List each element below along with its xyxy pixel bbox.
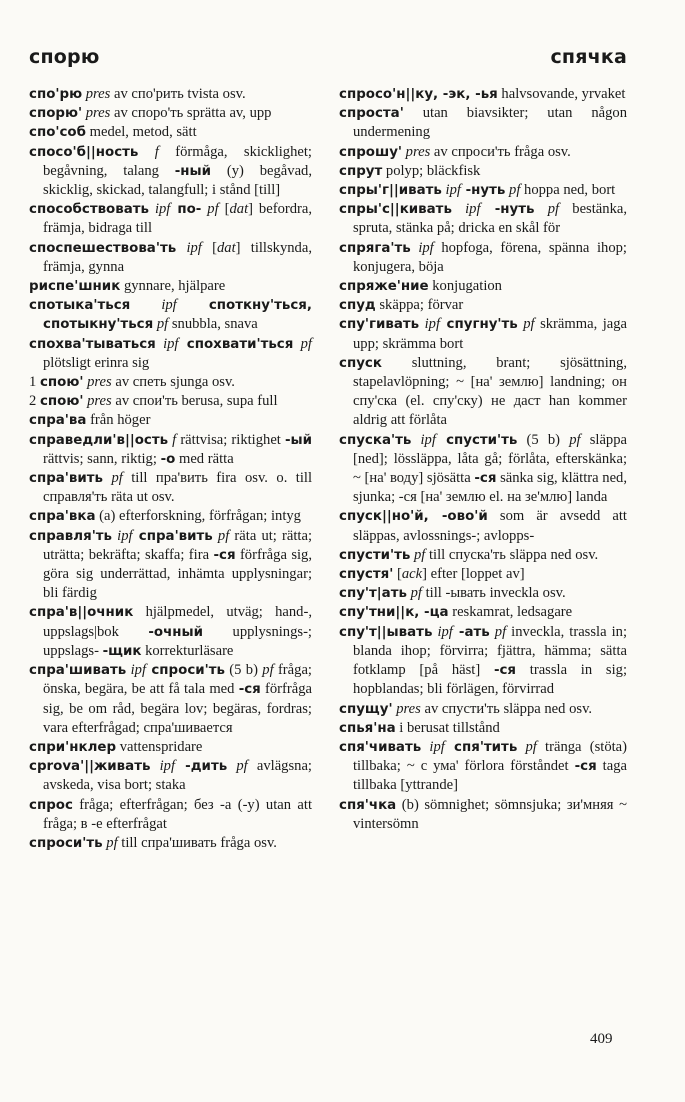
grammar-label: ipf (410, 239, 434, 256)
guide-word-right: спячка (550, 46, 627, 68)
definition-text: halvsovande, yrvaket (497, 86, 626, 102)
grammar-label: ipf (176, 239, 202, 256)
headword: справля'ть (29, 528, 113, 544)
grammar-label: ipf (149, 201, 171, 218)
definition-text: reskamrat, ledsagare (448, 604, 573, 621)
grammar-label: pf (517, 738, 537, 755)
page-number: 409 (590, 1031, 613, 1047)
headword: -щик (102, 643, 142, 659)
headword: спя'чка (339, 797, 397, 813)
grammar-label: ipf (130, 297, 177, 314)
headword: -ный (174, 163, 212, 179)
headword: -нуть (460, 183, 506, 199)
grammar-label: pf (534, 201, 560, 218)
definition-text: taga tillbaka [yttrande] (353, 758, 627, 794)
headword: споткну'ться, спотыкну'ться (43, 298, 312, 333)
grammar-label: ipf (421, 738, 445, 755)
dictionary-entry (339, 565, 627, 584)
headword: спрут (339, 163, 383, 179)
headword: спуск||но'й, -ово'й (339, 509, 488, 525)
dictionary-entry (339, 239, 627, 277)
headword: спою' (39, 375, 84, 391)
headword: спра'вка (29, 509, 96, 525)
dictionary-entry (29, 507, 312, 526)
definition-text: ] tillskynda, främja, gynna (43, 239, 312, 275)
grammar-label: pf (153, 316, 169, 333)
dictionary-entry (339, 354, 627, 431)
definition-text: gynnare, hjälpare (120, 278, 226, 295)
dictionary-entry (29, 431, 312, 469)
headword: спуд (339, 298, 376, 314)
dictionary-entry (339, 143, 627, 162)
dictionary-entry (29, 373, 312, 392)
guide-word-left: спорю (29, 46, 100, 68)
definition-text: till -ывать inveckla osv. (421, 585, 566, 602)
headword: споспешествова'ть (29, 240, 177, 256)
definition-text: hopfoga, förena, spänna ihop; konjugera, böja (353, 239, 627, 275)
definition-text: av спусти'ть släppa ned osv. (420, 700, 593, 717)
definition-text: sluttning, brant; sjösättning, stapelavlöpning; ~ [на' землю] landning; он спу'ска (el. спу'ску) не даст han kommer aldrig att förlåta (353, 354, 627, 429)
headword: спри'нклер (29, 739, 117, 755)
definition-text: upplysnings-; uppslags- (43, 623, 312, 659)
dictionary-entry (339, 507, 627, 545)
definition-text: med rätta (175, 450, 234, 467)
definition-text: medel, metod, sätt (85, 124, 197, 141)
dictionary-entry (29, 143, 312, 201)
headword: спусти'ть (339, 547, 411, 563)
grammar-label: pf (569, 431, 581, 448)
grammar-label: ack (401, 566, 423, 583)
grammar-label: pres (402, 143, 431, 160)
headword: по- (170, 202, 202, 218)
grammar-label: ipf (432, 623, 453, 640)
headword: спры'г||ивать (339, 183, 442, 199)
headword: -дить (175, 759, 228, 775)
definition-text: till спуска'ть släppa ned osv. (425, 546, 599, 563)
dictionary-entry (339, 700, 627, 719)
definition-text: snubbla, snava (168, 316, 258, 333)
headword: спусти'ть (435, 432, 518, 448)
definition-text: förfråga sig, göra sig underrättad, inhämta upplysningar; bli färdig (43, 546, 312, 602)
headword: спу'т||ывать (339, 624, 433, 640)
dictionary-entry (339, 796, 627, 834)
definition-text: (y) begåvad, skicklig, skickad, talangfull; i stånd [till] (43, 162, 312, 199)
headword: спою' (39, 394, 84, 410)
grammar-label: pf (212, 527, 230, 544)
grammar-label: pf (489, 623, 507, 640)
definition-text: inveckla, trassla in; blanda ihop; förvirra; fjättra, hämma; sätta fotklamp [på häst] (353, 623, 628, 679)
grammar-label: pf (410, 546, 426, 563)
grammar-label: pf (262, 662, 274, 679)
definition-text: (5 b) (224, 662, 263, 679)
headword: спу'т|ать (339, 586, 407, 602)
grammar-label: dat (216, 239, 236, 256)
headword: спра'вить (132, 528, 213, 544)
grammar-label: pres (392, 700, 421, 717)
headword: спохвати'ться (178, 336, 294, 352)
definition-text: (5 b) (517, 431, 570, 448)
definition-text: utan biavsikter; utan någon undermening (353, 105, 627, 141)
headword: спущу' (339, 701, 393, 717)
headword: спуск (339, 355, 382, 371)
definition-text: av споро'ть sprätta av, upp (110, 105, 272, 122)
dictionary-entry (29, 200, 312, 238)
definition-text: (a) efterforskning, förfrågan; intyg (95, 508, 301, 525)
headword: спры'с||кивать (339, 202, 452, 218)
dictionary-entry (29, 834, 312, 853)
dictionary-entry (29, 104, 312, 123)
dictionary-entry (29, 123, 312, 142)
dictionary-entry (339, 104, 627, 142)
definition-text: förmåga, skicklighet; begåvning, talang (43, 143, 312, 179)
headword: спряже'ние (339, 279, 429, 295)
dictionary-entry (29, 411, 312, 430)
definition-text: (b) sömnighet; sömnsjuka; зи'мняя ~ vintersömn (353, 796, 627, 832)
definition-text: bestänka, spruta, stänka på; dricka en skål för (353, 201, 627, 237)
dictionary-entry (29, 335, 312, 373)
right-column (339, 85, 627, 834)
dictionary-entry (29, 661, 312, 738)
headword: сprova'||живать (29, 759, 151, 775)
headword: спо'рю (29, 87, 83, 102)
definition-text: [ (393, 566, 402, 583)
dictionary-entry (29, 469, 312, 507)
definition-text: av спо'рить tvista osv. (110, 86, 246, 102)
headword: спу'тни||к, -ца (339, 605, 449, 621)
definition-text: fråga; efterfrågan; без -а (-у) utan att fråga; в -е efterfrågat (43, 796, 312, 832)
headword: спроси'ть (29, 835, 103, 851)
grammar-label: ipf (112, 527, 133, 544)
definition-text: som är avsedd att släppas, avlossnings-; avlopps- (353, 508, 627, 544)
headword: -ать (452, 624, 490, 640)
headword: -ся (574, 759, 597, 775)
headword: -о (160, 451, 176, 467)
definition-text: 2 (29, 393, 40, 410)
grammar-label: pres (82, 86, 111, 102)
headword: -ся (493, 663, 517, 679)
definition-text: till пра'вить fira osv. o. till справля'ть räta ut osv. (43, 470, 312, 506)
grammar-label: ipf (126, 662, 146, 679)
dictionary-entry (339, 719, 627, 738)
definition-text: [ (201, 239, 217, 256)
dictionary-entry (29, 85, 312, 104)
definition-text: av спои'ть berusa, supa full (111, 393, 278, 410)
headword: спорю' (29, 106, 83, 122)
definition-text: ] befordra, främja, bidraga till (43, 201, 313, 237)
definition-text: rättvis; sann, riktig; (43, 450, 161, 467)
grammar-label: ipf (419, 316, 441, 333)
grammar-label: pf (505, 182, 521, 199)
definition-text: hjälpmedel, utväg; hand-, uppslags|bok (43, 604, 312, 640)
grammar-label: ipf (441, 182, 461, 199)
headword: спра'ва (29, 413, 87, 429)
grammar-label: ipf (150, 758, 175, 775)
headword: -ся (238, 682, 261, 698)
grammar-label: ipf (411, 431, 436, 448)
headword: спроси'ть (146, 663, 225, 679)
grammar-label: pres (83, 393, 112, 410)
headword: спья'на (339, 720, 396, 736)
definition-text: tränga (stöta) tillbaka; ~ с ума' förlora förståndet (353, 738, 628, 775)
dictionary-entry (339, 162, 627, 181)
definition-text: plötsligt erinra sig (43, 354, 150, 371)
headword: спугну'ть (440, 317, 518, 333)
dictionary-entry (29, 277, 312, 296)
dictionary-entry (339, 277, 627, 296)
grammar-label: pf (227, 758, 248, 775)
headword: способствовать (29, 202, 149, 218)
headword: спроста' (339, 106, 404, 122)
definition-text: avlägsna; avskeda, visa bort; staka (43, 758, 312, 794)
definition-text: sänka sig, klättra ned, sjunka; -ся [на' землю el. на зе'млю] landa (353, 470, 627, 506)
dictionary-entry (339, 546, 627, 565)
headword: спрошу' (339, 144, 403, 160)
headword: спрос (29, 797, 73, 813)
headword: спо'соб (29, 125, 86, 141)
definition-text: förfråga sig, be om råd, begära lov; begäras, fordras; vara efterfrågad; спра'шивается (43, 681, 312, 736)
definition-text: korrekturläsare (141, 642, 234, 659)
dictionary-entry (339, 584, 627, 603)
headword: спохва'тываться (29, 336, 156, 352)
headword: спра'вить (29, 471, 103, 487)
definition-text: konjugation (428, 278, 502, 295)
headword: -нуть (480, 202, 535, 218)
definition-text: i berusat tillstånd (395, 719, 500, 736)
definition-text: räta ut; rätta; uträtta; bekräfta; skaffa; fira (43, 527, 312, 563)
headword: риспе'шник (29, 279, 121, 295)
definition-text: 1 (29, 374, 40, 391)
headword: спра'в||очник (29, 605, 134, 621)
dictionary-entry (29, 239, 312, 277)
dictionary-entry (339, 181, 627, 200)
left-column (29, 85, 312, 853)
definition-text: fråga; önska, begära, be att få tala med (43, 662, 312, 698)
dictionary-entry (339, 431, 627, 508)
definition-text: av спроси'ть fråga osv. (430, 143, 571, 160)
running-header (29, 46, 627, 74)
dictionary-entry (339, 200, 627, 238)
grammar-label: pres (82, 105, 111, 122)
dictionary-entry (339, 315, 627, 353)
dictionary-entry (339, 623, 627, 700)
definition-text: av спеть sjunga osv. (111, 374, 235, 391)
dictionary-entry (339, 296, 627, 315)
grammar-label: pf (406, 585, 422, 602)
headword: -ся (474, 471, 497, 487)
dictionary-entry (339, 738, 627, 796)
definition-text: skäppa; förvar (375, 297, 464, 314)
grammar-label: pf (293, 335, 312, 352)
grammar-label: f (168, 431, 177, 448)
dictionary-entry (29, 738, 312, 757)
definition-text: rättvisa; riktighet (176, 431, 285, 448)
dictionary-entry (29, 757, 312, 795)
definition-text: till спра'шивать fråga osv. (117, 834, 277, 851)
headword: спя'тить (444, 739, 518, 755)
grammar-label: pf (517, 316, 535, 333)
headword: спосо'б||ность (29, 144, 139, 160)
definition-text: ] efter [loppet av] (422, 566, 525, 583)
grammar-label: pres (83, 374, 112, 391)
definition-text: vattenspridare (116, 738, 203, 755)
headword: спросо'н||ку, -эк, -ья (339, 87, 498, 102)
headword: -ся (213, 547, 236, 563)
headword: справедли'в||ость (29, 432, 169, 448)
dictionary-entry (29, 392, 312, 411)
headword: спра'шивать (29, 663, 127, 679)
headword: -ый (284, 432, 312, 448)
grammar-label: pf (103, 470, 123, 487)
definition-text: släppa [ned]; lössläppa, låta gå; förlåta, efterskänka; ~ [на' воду] sjösätta (353, 431, 627, 487)
definition-text: polyp; bläckfisk (382, 162, 481, 179)
dictionary-entry (29, 796, 312, 834)
dictionary-entry (339, 603, 627, 622)
headword: спустя' (339, 567, 394, 583)
definition-text: hoppa ned, bort (520, 182, 616, 199)
grammar-label: pf (201, 201, 219, 218)
definition-text: från höger (86, 412, 151, 429)
grammar-label: dat (229, 201, 249, 218)
dictionary-entry (29, 296, 312, 334)
dictionary-entry (29, 603, 312, 661)
grammar-label: pf (102, 834, 118, 851)
headword: спотыка'ться (29, 298, 131, 314)
definition-text: skrämma, jaga upp; skrämma bort (353, 316, 628, 352)
headword: спя'чивать (339, 739, 422, 755)
dictionary-entry (339, 85, 627, 104)
headword: спуска'ть (339, 432, 412, 448)
headword: -очный (148, 624, 204, 640)
headword: спряга'ть (339, 240, 411, 256)
grammar-label: ipf (155, 335, 179, 352)
grammar-label: ipf (451, 201, 481, 218)
dictionary-entry (29, 527, 312, 604)
definition-text: [ (218, 201, 230, 218)
definition-text: trassla in sig; hopblandas; bli förlägen, förvirrad (353, 662, 627, 698)
grammar-label: f (138, 143, 159, 160)
headword: спу'гивать (339, 317, 420, 333)
